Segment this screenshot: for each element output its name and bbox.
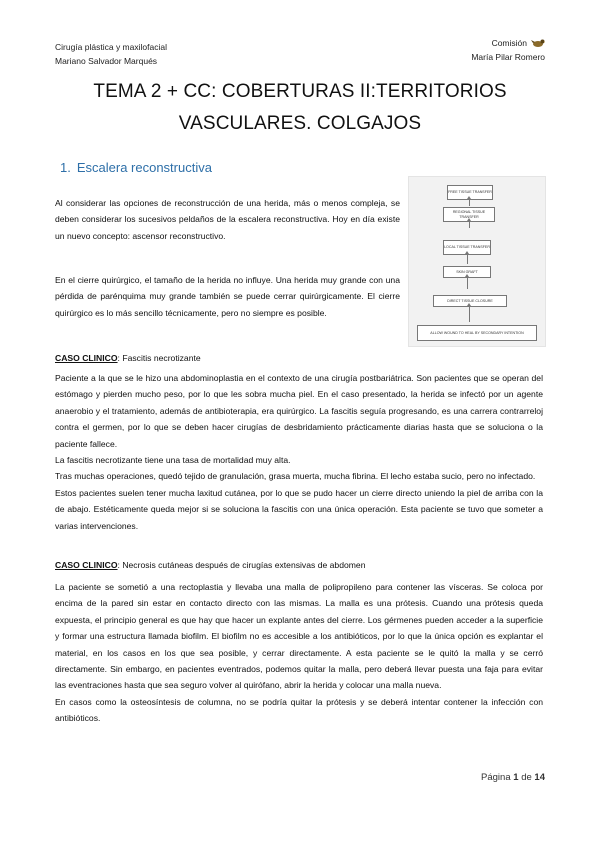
header-left bbox=[55, 40, 167, 68]
ladder-step: REGIONAL TISSUE TRANSFER bbox=[443, 207, 495, 222]
case1-paragraph: Paciente a la que se le hizo una abdominoplastia en el contexto de una cirugía postbariátrica. Son pacientes que se operan del estómago y pierden mucho peso, por lo que les sobra mucha piel. En el caso presentado, la herida se infectó por un agente anaerobio y el tratamiento, además de antibioterapia, era quirúrgico. La fascitis seguía progresando, es una carrera contrarreloj contra el germen, por lo que se deben hacer cirugías de desbridamiento prácticamente diarias hasta que se soluciona o la paciente fallece. bbox=[55, 373, 543, 449]
intro-paragraph-1: Al considerar las opciones de reconstrucción de una herida, más o menos compleja, se deben considerar los sucesivos peldaños de la escalera reconstructiva. Hoy en día existe un nuevo concepto: ascensor reconstructivo. bbox=[55, 198, 400, 241]
page-prefix: Página bbox=[481, 772, 511, 783]
case1-body bbox=[55, 370, 543, 534]
case1-paragraph: Tras muchas operaciones, quedó tejido de granulación, grasa muerta, mucha fibrina. El lecho estaba sucio, pero no infectado. bbox=[55, 471, 536, 482]
ladder-arrow bbox=[467, 277, 468, 289]
ladder-arrow bbox=[469, 199, 470, 206]
case2-heading bbox=[55, 560, 365, 570]
case1-label: CASO CLINICO bbox=[55, 353, 118, 363]
reconstructive-ladder-diagram bbox=[408, 176, 546, 347]
page-title bbox=[40, 76, 560, 140]
commission-label: Comisión bbox=[491, 38, 527, 48]
case2-body bbox=[55, 579, 543, 727]
case1-paragraph: Estos pacientes suelen tener mucha laxitud cutánea, por lo que se pudo hacer un cierre directo uniendo la piel de arriba con la de abajo. Estéticamente queda mejor si se soluciona la fascitis con una única operación. Esta paciente se tuvo que someter a varias intervenciones. bbox=[55, 487, 543, 531]
header-subject: Cirugía plástica y maxilofacial bbox=[55, 42, 167, 52]
bird-logo-icon bbox=[531, 38, 545, 48]
case2-title: : Necrosis cutáneas después de cirugías extensivas de abdomen bbox=[117, 560, 366, 570]
section-number: 1. bbox=[60, 160, 71, 175]
page-total: 14 bbox=[534, 772, 545, 783]
ladder-step: ALLOW WOUND TO HEAL BY SECONDARY INTENTION bbox=[417, 325, 537, 341]
case1-heading bbox=[55, 353, 201, 363]
ladder-arrow bbox=[469, 221, 470, 228]
section-heading bbox=[60, 160, 212, 175]
case2-label: CASO CLINICO bbox=[55, 560, 118, 570]
section-title: Escalera reconstructiva bbox=[76, 160, 212, 175]
ladder-step: FREE TISSUE TRANSFER bbox=[447, 185, 493, 200]
header-right bbox=[471, 36, 545, 64]
title-line-2: VASCULARES. COLGAJOS bbox=[178, 113, 422, 134]
page-of: de bbox=[521, 772, 532, 783]
ladder-step: LOCAL TISSUE TRANSFER bbox=[443, 240, 491, 255]
case1-paragraph: La fascitis necrotizante tiene una tasa de mortalidad muy alta. bbox=[55, 455, 291, 466]
ladder-arrow bbox=[469, 306, 470, 322]
commission-member: María Pilar Romero bbox=[471, 52, 545, 62]
ladder-step: DIRECT TISSUE CLOSURE bbox=[433, 295, 507, 307]
ladder-step: SKIN GRAFT bbox=[443, 266, 491, 278]
header-author: Mariano Salvador Marqués bbox=[55, 56, 158, 66]
case2-paragraph: La paciente se sometió a una rectoplastia y llevaba una malla de polipropileno para contener las vísceras. Se coloca por encima de la pared sin estar en contacto directo con las mismas. La malla es una prótesis. Cuando una prótesis queda expuesta, el principio general es que hay que hacer un explante antes del cierre. Los gérmenes pueden acceder a la superficie y formar una estructura llamada biofilm. El biofilm no es accesible a los antibióticos, por lo que la única opción es explantar el material, en los casos en los que sea posible, y cerrar directamente. A esta paciente se le quitó la malla y se cerró directamente. Sin embargo, en pacientes eventrados, podemos quitar la malla, pero deberá llevar puesta una faja para evitar las eventraciones hasta que sea seguro volver al quirófano, abrir la herida y colocar una malla nueva. bbox=[55, 582, 543, 691]
page-number bbox=[481, 772, 545, 783]
intro-paragraph-2: En el cierre quirúrgico, el tamaño de la herida no influye. Una herida muy grande con una pérdida de parénquima muy grande también se puede cerrar quirúrgicamente. El cierre quirúrgico es lo más sencillo técnicamente, pero no siempre es posible. bbox=[55, 275, 400, 318]
ladder-arrow bbox=[467, 254, 468, 264]
title-line-1: TEMA 2 + CC: COBERTURAS II:TERRITORIOS bbox=[93, 81, 507, 102]
page-current: 1 bbox=[513, 772, 519, 783]
case2-paragraph: En casos como la osteosíntesis de columna, no se podría quitar la prótesis y se deberá intentar contener la infección con antibióticos. bbox=[55, 696, 543, 724]
case1-title: : Fascitis necrotizante bbox=[117, 353, 201, 363]
